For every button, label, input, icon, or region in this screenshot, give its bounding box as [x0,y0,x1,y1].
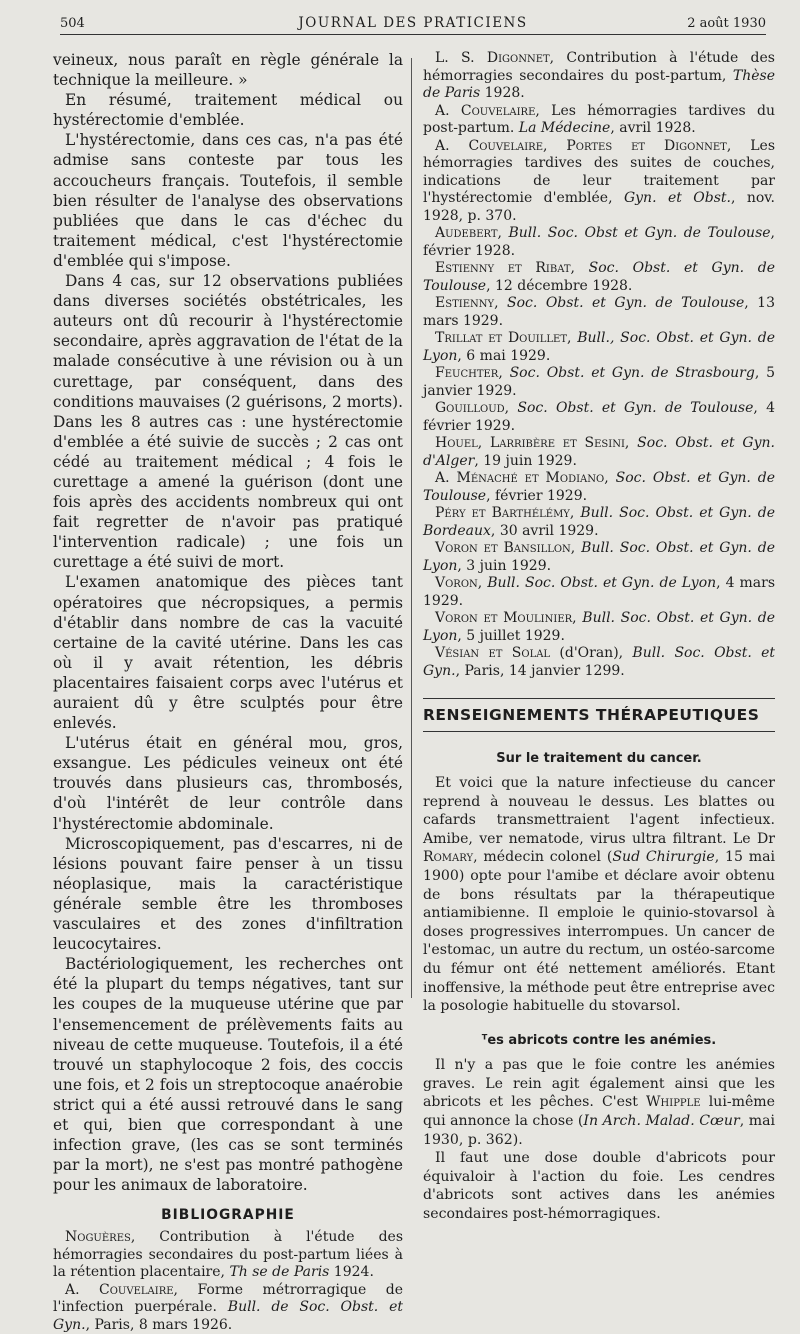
bibliography-entry: Noguères, Contribution à l'étude des hémorragies secondaires du post-partum liées à la rétention placentaire, Th se de Paris 1924. [53,1229,403,1281]
section-rule-bottom [423,731,775,732]
paragraph: L'utérus était en général mou, gros, exsangue. Les pédicules veineux ont été trouvés dans plusieurs cas, thrombosés, d'où l'intérêt de leur contrôle dans l'hystérectomie abdominale. [53,734,403,833]
bibliography-entry: Vésian et Solal (d'Oran), Bull. Soc. Obst. et Gyn., Paris, 14 janvier 1299. [423,645,775,679]
paragraph: L'examen anatomique des pièces tant opératoires que nécropsiques, a permis d'établir dans nombre de cas la vacuité certaine de la cavité utérine. Dans les cas où il y avait rétention, les débris placentaires faisaient corps avec l'utérus et auraient dû y être sculptés pour être enlevés. [53,573,403,733]
right-column [423,50,775,1224]
bibliography-title: BIBLIOGRAPHIE [161,1207,295,1224]
bibliography-entry: Houel, Larribère et Sesini, Soc. Obst. et Gyn. d'Alger, 19 juin 1929. [423,435,775,469]
subsection-title-cancer: Sur le traitement du cancer. [496,750,702,766]
paragraph: Dans 4 cas, sur 12 observations publiées dans diverses sociétés obstétricales, les auteurs ont dû recourir à l'hystérectomie secondaire, après aggravation de l'état de la malade consécutive à une révision ou à un curettage, par conséquent, dans des conditions mauvaises (2 guérisons, 2 morts). Dans les 8 autres cas : une hystérectomie d'emblée a été suivie de succès ; 2 cas ont cédé au traitement médical ; 4 fois le curettage a amené la guérison (dont une fois après des accidents nombreux qui ont fait regretter de n'avoir pas pratiqué l'intervention radicale) ; une fois un curettage a été suivi de mort. [53,272,403,572]
bibliography-entry: A. Couvelaire, Portes et Digonnet, Les hémorragies tardives des suites de couches, indications de leur traitement par l'hystérectomie d'emblée, Gyn. et Obst., nov. 1928, p. 370. [423,137,776,224]
bibliography-entry: Estienny, Soc. Obst. et Gyn. de Toulouse, 13 mars 1929. [423,295,775,329]
section-rule-top [423,698,775,699]
column-separator [411,58,412,998]
page-number: 504 [60,16,85,31]
bibliography-entry: Trillat et Douillet, Bull., Soc. Obst. et Gyn. de Lyon, 6 mai 1929. [423,330,776,364]
bibliography-entry: A. Couvelaire, Les hémorragies tardives du post-partum. La Médecine, avril 1928. [423,102,775,136]
section-title: RENSEIGNEMENTS THÉRAPEUTIQUES [423,706,760,724]
bibliography-entry: Voron et Moulinier, Bull. Soc. Obst. et Gyn. de Lyon, 5 juillet 1929. [423,610,776,644]
bibliography-right [423,50,775,680]
bibliography-entry: L. S. Digonnet, Contribution à l'étude des hémorragies secondaires du post-partum, Thèse de Paris 1928. [423,50,775,101]
paragraph-abricots-2: Il faut une dose double d'abricots pour équivaloir à l'action du foie. Les cendres d'abricots sont actives dans les anémies secondaires post-hémorragiques. [423,1150,775,1222]
left-column [53,50,403,1334]
paragraph: Microscopiquement, pas d'escarres, ni de lésions pouvant faire penser à un tissu néoplasique, mais la caractéristique générale semble être les thromboses vasculaires et des zones d'infiltration leucocytaires. [53,834,403,954]
paragraph: Bactériologiquement, les recherches ont été la plupart du temps négatives, tant sur les coupes de la muqueuse utérine que par l'ensemencement de prélèvements faits au niveau de cette muqueuse. Toutefois, il a été trouvé un staphylocoque 2 fois, des coccis une fois, et 2 fois un streptocoque anaérobie strict qui a été aussi retrouvé dans le sang et qui, bien que correspondant à une infection grave, (les cas se sont terminés par la mort), ne s'est pas montré pathogène pour les animaux de laboratoire. [53,955,403,1195]
paragraph: veineux, nous paraît en règle générale la technique la meilleure. » [53,51,403,90]
journal-title: JOURNAL DES PRATICIENS [298,15,528,31]
issue-date: 2 août 1930 [687,16,766,31]
subsection-title-abricots: ᵀes abricots contre les anémies. [481,1032,717,1048]
paragraph: L'hystérectomie, dans ces cas, n'a pas été admise sans conteste par tous les accoucheurs français. Toutefois, il semble bien résulter de l'analyse des observations publiées que dans le cas d'échec du traitement médical, c'est l'hystérectomie d'emblée qui s'impose. [53,131,403,270]
bibliography-entry: Voron, Bull. Soc. Obst. et Gyn. de Lyon, 4 mars 1929. [423,575,776,609]
paragraph-abricots-1: Il n'y a pas que le foie contre les anémies graves. Le rein agit également ainsi que les abricots et les pêches. C'est Whipple lui-même qui annonce la chose (In Arch. Malad. Cœur, mai 1930, p. 362). [423,1057,775,1148]
bibliography-entry: Estienny et Ribat, Soc. Obst. et Gyn. de Toulouse, 12 décembre 1928. [423,260,775,294]
paragraph-cancer: Et voici que la nature infectieuse du cancer reprend à nouveau le dessus. Les blattes ou cafards transmettraient l'agent infectieux. Amibe, ver nematode, virus ultra filtrant. Le Dr Romary, médecin colonel (Sud Chirurgie, 15 mai 1900) opte pour l'amibe et déclare avoir obtenu de bons résultats par la thérapeutique antiamibienne. Il emploie le quinio-stovarsol à doses progressives interrompues. Un cancer de l'estomac, un autre du rectum, un ostéo-sarcome du fémur ont été nettement améliorés. Etant inoffensive, la méthode peut être entreprise avec la posologie habituelle du stovarsol. [423,775,775,1015]
bibliography-entry: Feuchter, Soc. Obst. et Gyn. de Strasbourg, 5 janvier 1929. [423,365,776,399]
bibliography-left [53,1229,403,1334]
page-header [60,12,766,35]
bibliography-entry: A. Couvelaire, Forme métrorragique de l'infection puerpérale. Bull. de Soc. Obst. et Gyn., Paris, 8 mars 1926. [53,1281,403,1333]
bibliography-entry: Gouilloud, Soc. Obst. et Gyn. de Toulouse, 4 février 1929. [423,400,776,434]
bibliography-entry: Voron et Bansillon, Bull. Soc. Obst. et Gyn. de Lyon, 3 juin 1929. [423,540,775,574]
paragraph: En résumé, traitement médical ou hystérectomie d'emblée. [53,91,403,130]
bibliography-entry: Audebert, Bull. Soc. Obst et Gyn. de Toulouse, février 1928. [423,225,775,259]
bibliography-entry: A. Ménaché et Modiano, Soc. Obst. et Gyn. de Toulouse, février 1929. [423,470,776,504]
bibliography-entry: Péry et Barthélémy, Bull. Soc. Obst. et Gyn. de Bordeaux, 30 avril 1929. [423,505,775,539]
